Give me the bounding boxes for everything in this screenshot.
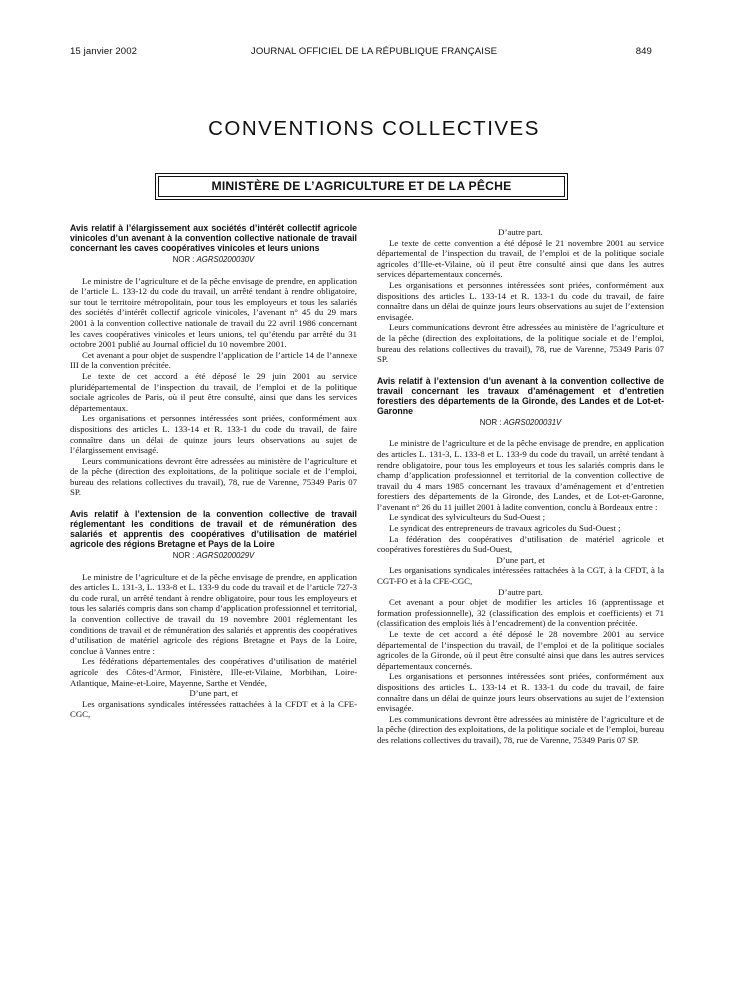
paragraph: Le ministre de l’agriculture et de la pêche envisage de prendre, en application de l’article L. 133-12 du code du travail, un arrêté tendant à rendre obligatoire, sur tout le territoire métropolitain, pour tous les employeurs et tous les salariés des sociétés d’intérêt collectif agricole vinicoles, l’avenant n° 45 du 29 mars 2001 à la convention collective nationale de travail du 22 avril 1986 concernant les caves coopératives vinicoles et leurs unions, tel qu’étendu par arrêté du 31 octobre 2001 publié au Journal officiel du 10 novembre 2001. xyxy=(70,275,357,350)
ministry-heading: MINISTÈRE DE L’AGRICULTURE ET DE LA PÊCHE xyxy=(158,176,565,197)
avis-title: Avis relatif à l’élargissement aux sociétés d’intérêt collectif agricole vinicoles d’un avenant à la convention collective nationale de travail concernant les caves coopératives vinicoles et leurs unions xyxy=(70,223,357,253)
dune-part: D’une part, et xyxy=(189,688,238,699)
paragraph: Les organisations et personnes intéressées sont priées, conformément aux dispositions des articles L. 133-14 et R. 133-1 du code du travail, de faire connaître dans un délai de quinze jours leurs observations au sujet de l’élargissement envisagé. xyxy=(70,413,357,456)
header-date: 15 janvier 2002 xyxy=(70,46,138,57)
paragraph: Leurs communications devront être adressées au ministère de l’agriculture et de la pêche (direction des exploitations, de la politique sociale et de l’emploi, bureau des relations collectives du travail), 78, rue de Varenne, 75349 Paris 07 SP. xyxy=(377,322,664,365)
avis-extension-cuma-bretagne xyxy=(70,509,357,720)
nor-code: AGRS0200031V xyxy=(503,417,562,427)
section-title: CONVENTIONS COLLECTIVES xyxy=(208,117,540,140)
paragraph: Le texte de cet accord a été déposé le 29 juin 2001 au service pluridépartemental de l’inspection du travail, de l’emploi et de la politique sociale agricoles de Paris, où il peut être consulté, ainsi que dans les services départementaux. xyxy=(70,370,357,413)
header-journal-title: JOURNAL OFFICIEL DE LA RÉPUBLIQUE FRANÇAISE xyxy=(250,46,498,57)
dune-part: D’une part, et xyxy=(496,554,545,565)
paragraph: Le texte de cette convention a été déposé le 21 novembre 2001 au service départemental de l’inspection du travail, de l’emploi et de la politique sociale agricoles d’Ille-et-Vilaine, où il peut être consulté ainsi que dans les autres services départementaux concernés. xyxy=(377,237,664,280)
paragraph: Les organisations syndicales intéressées rattachées à la CGT, à la CFDT, à la CGT-FO et à la CFE-CGC, xyxy=(377,565,664,587)
nor-label: NOR : xyxy=(172,551,195,561)
avis-elargissement-caves xyxy=(70,223,357,498)
paragraph: Les fédérations départementales des coopératives d’utilisation de matériel agricole des Côtes-d’Armor, Finistère, Ille-et-Vilaine, Morbihan, Loire-Atlantique, Maine-et-Loire, Mayenne, Sarthe et Vendée, xyxy=(70,656,357,688)
paragraph: Le syndicat des entrepreneurs de travaux agricoles du Sud-Ouest ; xyxy=(389,523,621,534)
right-column xyxy=(377,227,664,746)
dautre-part: D’autre part. xyxy=(498,227,543,237)
dautre-part: D’autre part. xyxy=(498,586,543,597)
avis-title: Avis relatif à l’extension de la convention collective de travail réglementant les conditions de travail et de rémunération des salariés et apprentis des coopératives d’utilisation de matériel agricole des régions Bretagne et Pays de la Loire xyxy=(70,509,357,550)
avis-title: Avis relatif à l’extension d’un avenant à la convention collective de travail concernant les travaux d’aménagement et d’entretien forestiers des départements de la Gironde, des Landes et de Lot-et-Garonne xyxy=(377,375,664,416)
paragraph: Le ministre de l’agriculture et de la pêche envisage de prendre, en application des articles L. 131-3, L. 133-8 et L. 133-9 du code du travail et de l’article 727-3 du code rural, un arrêté tendant à rendre obligatoire, pour tous les employeurs et tous les salariés compris dans son champ d’application professionnel et territorial, la convention collective de travail du 19 novembre 2001 réglementant les conditions de travail et de rémunération des salariés et apprentis des coopératives d’utilisation de matériel agricole des régions Bretagne et Pays de la Loire, conclue à Vannes entre : xyxy=(70,571,357,656)
paragraph: Les organisations et personnes intéressées sont priées, conformément aux dispositions des articles L. 133-14 et R. 133-1 du code du travail, de faire connaître dans un délai de quinze jours leurs observations au sujet de l’extension envisagée. xyxy=(377,279,664,322)
paragraph: Le syndicat des sylviculteurs du Sud-Ouest ; xyxy=(389,512,546,523)
nor-label: NOR : xyxy=(479,417,502,427)
nor-label: NOR : xyxy=(172,255,195,264)
nor-reference xyxy=(70,255,357,266)
paragraph: Les communications devront être adressées au ministère de l’agriculture et de la pêche (direction des exploitations, de la politique sociale et de l’emploi, bureau des relations collectives du travail), 78, rue de Varenne, 75349 Paris 07 SP. xyxy=(377,713,664,745)
header-page-number: 849 xyxy=(635,46,652,57)
nor-reference xyxy=(377,418,664,429)
paragraph: Les organisations et personnes intéressées sont priées, conformément aux dispositions des articles L. 133-14 et R. 133-1 du code du travail, de faire connaître dans un délai de quinze jours leurs observations au sujet de l’extension envisagée. xyxy=(377,671,664,714)
nor-code: AGRS0200029V xyxy=(196,551,255,561)
left-column xyxy=(70,223,357,720)
paragraph: Le ministre de l’agriculture et de la pêche envisage de prendre, en application des articles L. 131-3, L. 133-8 et L. 133-9 du code du travail, un arrêté tendant à rendre obligatoire, pour tous les employeurs et tous les salariés compris dans le champ d’application professionnel et territorial de la convention collective de travail du 4 mars 1985 concernant les travaux d’aménagement et d’entretien forestiers des départements de la Gironde, des Landes, et de Lot-et-Garonne, l’avenant n° 26 du 11 juillet 2001 à ladite convention, conclu à Bordeaux entre : xyxy=(377,438,664,512)
paragraph: La fédération des coopératives d’utilisation de matériel agricole et coopératives forestières du Sud-Ouest, xyxy=(377,533,664,555)
paragraph: Cet avenant a pour objet de modifier les articles 16 (apprentissage et formation professionnelle), 32 (classification des emplois et coefficients) et 71 (classification des emplois liés à l’encadrement) de la convention précitée. xyxy=(377,597,664,629)
avis-extension-cuma-bretagne-suite xyxy=(377,227,664,365)
paragraph: Le texte de cet accord a été déposé le 28 novembre 2001 au service départemental de l’inspection du travail, de l’emploi et de la politique sociales agricoles de la Gironde, où il peut être consulté ainsi que dans les autres services départementaux concernés. xyxy=(377,629,664,671)
avis-extension-forestiers xyxy=(377,376,664,746)
paragraph: Cet avenant a pour objet de suspendre l’application de l’article 14 de l’annexe III de la convention précitée. xyxy=(70,349,357,371)
nor-code: AGRS0200030V xyxy=(196,255,255,264)
paragraph: Les organisations syndicales intéressées rattachées à la CFDT et à la CFE-CGC, xyxy=(70,698,357,720)
nor-reference xyxy=(70,551,357,562)
paragraph: Leurs communications devront être adressées au ministère de l’agriculture et de la pêche (direction des exploitations, de la politique sociale et de l’emploi, bureau des relations collectives du travail), 78, rue de Varenne, 75349 Paris 07 SP. xyxy=(70,455,357,498)
